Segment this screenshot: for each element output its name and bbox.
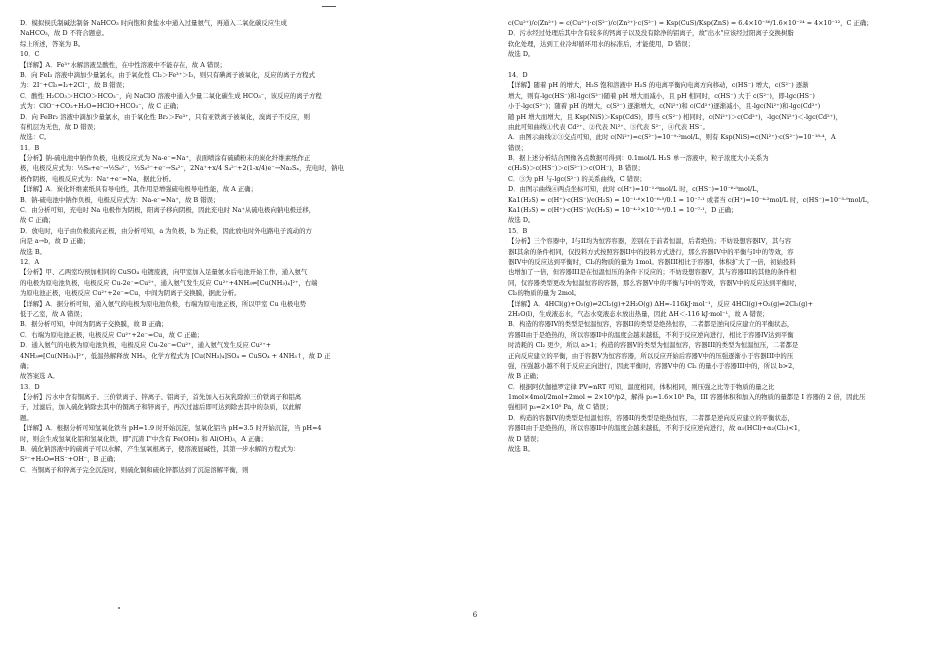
- text-line: D．由图示曲线④两点坐标可知，此时 c(H⁺)=10⁻¹·⁶mol/L 时，c(HS⁻)=10⁻⁶·⁵mol/L，: [508, 185, 763, 194]
- text-line: Ka1(H₂S) = c(H⁺)·c(HS⁻)/c(H₂S) = 10⁻⁴·²×10⁻³·⁹/0.1 = 10⁻⁷·¹，D 正确；: [508, 206, 738, 215]
- text-line: 增大，则有-lgc(HS⁻)和-lgc(S²⁻)随着 pH 增大而减小，且 pH 相同时，c(HS⁻) 大于 c(S²⁻)，即-lgc(HS⁻): [508, 91, 815, 100]
- text-line: 也增加了一倍，但容器III是在恒温恒压的条件下反应的；不妨设想容器V，其与容器III的其他的条件相: [508, 268, 797, 277]
- text-line: C．③为 pH 与-lgc(S²⁻) 的关系曲线，C 错误；: [508, 174, 646, 183]
- text-line: 【分析】甲、乙两室均预加相同的 CuSO₄ 电镀废液，向甲室加入足量氨水后电池开始工作，通入氨气: [20, 268, 308, 277]
- text-line: C．根据阿伏伽德罗定律 PV=nRT 可知，温度相同，体积相同，则压强之比等于物质的量之比: [508, 382, 775, 391]
- text-line: 错误；: [508, 143, 528, 152]
- text-line: 由此可知曲线①代表 Cd²⁺、②代表 Ni²⁺、③代表 S²⁻，④代表 HS⁻。: [508, 122, 709, 131]
- text-line: 强相同 p₃=2×10⁵ Pa，故 C 错误；: [508, 403, 613, 412]
- text-line: 式为：ClO⁻+CO₂+H₂O=HClO+HCO₃⁻，故 C 正确；: [20, 102, 183, 111]
- text-line: 极，电极反应式为：½S₈+e⁻→½S₈²⁻，½S₈²⁻+e⁻→S₄²⁻，2Na⁺+x/4 S₄²⁻+2(1-x/4)e⁻→Na₂Sₓ，充电时，钠电: [20, 164, 344, 173]
- text-line: [508, 60, 928, 70]
- text-line: 14．D: [508, 70, 528, 79]
- text-line: 故选：C。: [20, 133, 51, 142]
- text-line: 【详解】A．炭化纤维素纸具有导电性，其作用是增强硫电极导电性能，故 A 正确；: [20, 185, 257, 194]
- text-line: 【分析】三个容器中，I与II均为恒容容器，差别在于前者恒温，后者绝热；不妨设想容器IV，其与容: [508, 237, 792, 246]
- text-line: 低于乙室，故 A 错误；: [20, 309, 87, 318]
- text-line: 极作阴极，电极反应式为：Na⁺+e⁻=Na，据此分析。: [20, 174, 176, 183]
- text-line: 为：2I⁻+Cl₂=I₂+2Cl⁻，故 B 错误；: [20, 81, 129, 90]
- header-rule: [322, 6, 336, 7]
- text-line: 同，仅容器类型更改为恒温恒容的容器，那么容器V中的平衡与I中的等效，容器V中的反应达到平衡时，: [508, 278, 801, 287]
- text-line: 强，压强越小越不利于反应正向进行，因此平衡时，容器V中的 Cl₂ 的量小于容器III中的，所以 b>2，: [508, 361, 799, 370]
- text-line: B．钠-硫电池中钠作负极，电极反应式为：Na-e⁻=Na⁺，故 B 错误；: [20, 195, 220, 204]
- text-line: B．据分析可知，中间为阴离子交换膜，故 B 正确；: [20, 320, 168, 329]
- text-line: 有机层为无色，故 D 错误；: [20, 122, 100, 131]
- text-line: Cl₂的物质的量为 2mol。: [508, 289, 581, 298]
- text-line: 综上所述，答案为 B。: [20, 39, 85, 48]
- text-line: 软化处理，达到工业冷却循环用水的标准后，才能使用，D 错误；: [508, 39, 695, 48]
- text-line: 1mol×4mol/2mol+2mol = 2×10⁵/p2，解得 p₂=1.6×10⁵ Pa，III 容器体积和加入的物质的量都是 I 容器的 2 倍，因此压: [508, 393, 866, 402]
- text-line: 的电极为原电池负极，电极反应 Cu-2e⁻=Cu²⁺，通入氨气发生反应 Cu²⁺+4NH₃⇌[Cu(NH₃)₄]²⁺，右端: [20, 278, 318, 287]
- text-line: 【分析】污水中含有铜离子、三价铁离子、锌离子、铝离子，首先加入石灰乳除掉三价铁离子和铝离: [20, 393, 302, 402]
- text-line: 10．C: [20, 50, 40, 59]
- page-number: 6: [472, 611, 478, 619]
- text-line: 2H₂O(l)，生成液态水，气态水变液态水放出热量，因此 ΔH＜-116 kJ·mol⁻¹，故 A 错误；: [508, 309, 769, 318]
- text-line: D．放电时，电子由负极流向正极，由分析可知，a 为负极，b 为正极，因此放电时外电路电子流动的方: [20, 226, 312, 235]
- text-line: 【详解】A．Fe³⁺水解溶液呈酸性，在中性溶液中不能存在，故 A 错误；: [20, 60, 227, 69]
- text-line: 为原电池正极，电极反应 Cu²⁺+2e⁻=Cu，中间为阴离子交换膜，据此分析。: [20, 289, 241, 298]
- text-line: 11．B: [20, 143, 40, 152]
- text-line: S²⁻+H₂O⇌HS⁻+OH⁻，B 正确；: [20, 455, 120, 464]
- text-line: 容器II由于是绝热的，所以容器II中的温度会越来越低，不利于反应逆向进行，故 α₁(HCl)+α₂(Cl₂)<1，: [508, 424, 805, 433]
- text-line: D．构造的容器IV的类型是恒温恒容，容器II的类型是绝热恒容，二者都是逆向反应建立的平衡状态，: [508, 413, 794, 422]
- text-line: 13．D: [20, 382, 40, 391]
- text-line: B．向 FeI₂ 溶液中滴加少量氯水，由于氧化性 Cl₂＞Fe³⁺＞I₂，则只有碘离子被氧化，反应的离子方程式: [20, 70, 315, 79]
- text-line: 子，过滤后，加入硫化钠除去其中的铜离子和锌离子，再次过滤后即可达到除去其中的杂质，以此解: [20, 403, 302, 412]
- text-line: D．模拟侯氏制碱法制备 NaHCO₃ 时向饱和食盐水中通入过量氨气，再通入二氧化碳反应生成: [20, 19, 287, 27]
- text-line: Ka1(H₂S) = c(H⁺)·c(HS⁻)/c(H₂S) = 10⁻¹·⁶×10⁻⁶·⁵/0.1 = 10⁻⁷·¹ 或者当 c(H⁺)=10⁻⁴·²mol/L 时，c(HS⁻)=10⁻³·⁹mol/L，: [508, 195, 874, 204]
- text-line: C．酸性 H₂CO₃＞HClO＞HCO₃⁻，向 NaClO 溶液中通入少量二氧化碳生成 HCO₃⁻，该反应的离子方程: [20, 91, 322, 100]
- text-line: c(Cu²⁺)/c(Zn²⁺) = c(Cu²⁺)·c(S²⁻)/c(Zn²⁺)·c(S²⁻) = Ksp(CuS)/Ksp(ZnS) = 6.4×10⁻³⁶/1.6×10⁻²⁴ = 4×10⁻¹²，C 正确；: [508, 19, 873, 27]
- right-column: [508, 18, 928, 454]
- text-line: A．由图示曲线②③交点可知，此时 c(Ni²⁺)=c(S²⁻)=10⁻⁹·²mol/L，则有 Ksp(NiS)=c(Ni²⁺)·c(S²⁻)=10⁻¹⁸·⁴，A: [508, 133, 836, 142]
- text-line: 时消耗的 Cl₂ 更少，所以 a>1；构造的容器V的类型为恒温恒容，容器III的类型为恒温恒压，二者都是: [508, 341, 799, 350]
- text-line: B．据上述分析结合图像各点数据可得到：0.1mol/L H₂S 单一溶液中，粒子浓度大小关系为: [508, 154, 769, 163]
- text-line: 确；: [20, 361, 33, 370]
- text-line: 12．A: [20, 257, 40, 266]
- text-line: 故 C 正确；: [20, 216, 55, 225]
- text-line: 【详解】A．4HCl(g)+O₂(g)⇌2Cl₂(g)+2H₂O(g) ΔH=-116kJ·mol⁻¹，反应 4HCl(g)+O₂(g)⇌2Cl₂(g)+: [508, 299, 814, 308]
- text-line: 【详解】随着 pH 的增大，H₂S 饱和溶液中 H₂S 的电离平衡向电离方向移动，c(HS⁻) 增大，c(S²⁻) 逐渐: [508, 81, 809, 90]
- text-line: 【详解】A．根据分析可知氢氧化铁当 pH=1.9 时开始沉淀，氢氧化铝当 pH=3.5 时开始沉淀，当 pH=4: [20, 424, 322, 433]
- text-line: NaHCO₃，故 D 不符合题意。: [20, 29, 108, 38]
- text-line: C．当铜离子和锌离子完全沉淀时，则硫化铜和硫化锌都达到了沉淀溶解平衡，则: [20, 465, 249, 474]
- text-line: 故答案选 A。: [20, 372, 59, 381]
- text-line: 故选 D。: [508, 216, 535, 225]
- text-line: 故 D 错误；: [508, 434, 543, 443]
- text-line: 随 pH 增大而增大，且 Ksp(NiS)＞Ksp(CdS)，即当 c(S²⁻) 相同时，c(Ni²⁺)＞c(Cd²⁺)，-lgc(Ni²⁺)＜-lgc(Cd²⁺)，: [508, 112, 842, 121]
- text-line: C．右端为原电池正极，电极反应 Cu²⁺+2e⁻=Cu，故 C 正确；: [20, 330, 204, 339]
- text-line: 容器II由于是绝热的，所以容器II中的温度会越来越低，不利于反应逆向进行，相比于容器IV达到平衡: [508, 330, 794, 339]
- text-line: 故选 B。: [508, 445, 534, 454]
- text-line: 器IV中的反应达到平衡时，Cl₂的物质的量为 1mol。容器III相比于容器I，体积扩大了一倍，初始投料: [508, 257, 796, 266]
- text-line: B．硫化钠溶液中的硫离子可以水解，产生氢氧根离子，使溶液显碱性，其第一步水解的方程式为：: [20, 445, 300, 454]
- margin-dot: [118, 607, 120, 609]
- text-line: D．通入氨气的电极为原电池负极，电极反应 Cu-2e⁻=Cu²⁺，通入氨气发生反应 Cu²⁺+: [20, 341, 272, 350]
- text-line: 【详解】A．据分析可知，通入氨气的电极为原电池负极，右端为原电池正极，所以甲室 Cu 电极电势: [20, 299, 307, 308]
- text-line: 正向反应建立的平衡，由于容器V为恒容容器，所以反应开始后容器V中的压强逐渐小于容器III中的压: [508, 351, 794, 360]
- text-line: 向是 a→b，故 D 正确；: [20, 237, 90, 246]
- text-line: c(H₂S)＞c(HS⁻)＞c(S²⁻)＞c(OH⁻)，B 错误；: [508, 164, 645, 173]
- left-column: [20, 18, 440, 475]
- text-line: 题。: [20, 413, 33, 422]
- text-line: 4NH₃⇌[Cu(NH₃)₄]²⁺，低温热解释放 NH₃，化学方程式为 [Cu(NH₃)₄]SO₄ = CuSO₄ + 4NH₃↑，故 D 正: [20, 351, 331, 360]
- text-line: 故 B 正确；: [508, 372, 543, 381]
- text-line: 故选 D。: [508, 50, 535, 59]
- text-line: 故选 B。: [20, 247, 46, 256]
- text-line: 15．B: [508, 226, 528, 235]
- text-line: 【分析】钠-硫电池中钠作负极，电极反应式为 Na-e⁻=Na⁺，表面喷涂有硫磺粉末的炭化纤维素纸作正: [20, 154, 311, 163]
- text-line: B．构造的容器IV的类型是恒温恒容，容器II的类型是绝热恒容，二者都是逆向反应建立的平衡状态，: [508, 320, 794, 329]
- text-line: 小于-lgc(S²⁻)；随着 pH 的增大，c(S²⁻) 逐渐增大，c(Ni²⁺)和 c(Cd²⁺)逐渐减小，且-lgc(Ni²⁺)和-lgc(Cd²⁺): [508, 102, 821, 111]
- text-line: D．向 FeBr₂ 溶液中滴加少量氯水，由于氧化性 Br₂＞Fe³⁺，只有亚铁离子被氧化，溴离子不反应，则: [20, 112, 310, 121]
- text-line: 时，则会生成氢氧化铝和氢氧化铁，即"沉渣 I"中含有 Fe(OH)₃ 和 Al(OH)₃，A 正确；: [20, 434, 267, 443]
- text-line: C．由分析可知，充电时 Na 电极作为阴极，阳离子移向阴极，因此充电时 Na⁺从硫电极向钠电极迁移，: [20, 206, 316, 215]
- text-line: D．污水经过处理后其中含有较多的钙离子以及没有除净的铝离子，故"出水"应该经过阳离子交换树脂: [508, 29, 794, 38]
- text-line: 器I其余的条件相同，仅投料方式按照容器II中的投料方式进行，那么容器IV中的平衡与I中的等效，容: [508, 247, 794, 256]
